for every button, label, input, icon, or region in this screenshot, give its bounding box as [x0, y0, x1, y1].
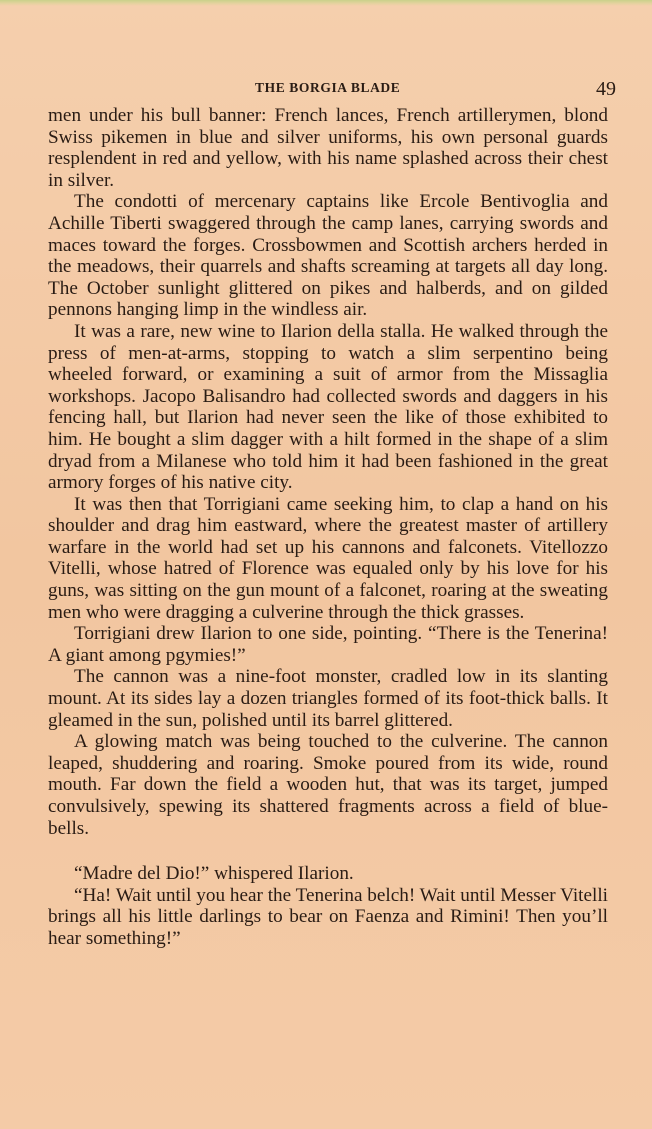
paragraph: A glowing match was being touched to the culverine. The cannon leaped, shuddering and roaring. Smoke poured from its wide, round mouth. Far down the field a wooden hut, that was its target, jumped convulsively, spewing its shattered fragments across a field of blue-bells.	[48, 731, 608, 839]
paragraph: “Ha! Wait until you hear the Tenerina belch! Wait until Messer Vitelli brings all his little darlings to bear on Faenza and Rimini! Then you’ll hear something!”	[48, 884, 608, 949]
paragraph: men under his bull banner: French lances, French artillerymen, blond Swiss pikemen in blue and silver uniforms, his own personal guards resplendent in red and yellow, with his name splashed across their chest in silver.	[48, 105, 608, 191]
paragraph: It was a rare, new wine to Ilarion della stalla. He walked through the press of men-at-arms, stopping to watch a slim serpentino being wheeled forward, or examining a suit of armor from the Missaglia workshops. Jacopo Balisandro had collected swords and daggers in his fencing hall, but Ilarion had never seen the like of those exhibited to him. He bought a slim dagger with a hilt formed in the shape of a slim dryad from a Milanese who told him it had been fashioned in the great armory forges of his native city.	[48, 320, 608, 494]
paragraph: It was then that Torrigiani came seeking him, to clap a hand on his shoulder and drag him eastward, where the greatest master of artillery warfare in the world had set up his cannons and falconets. Vitellozzo Vitelli, whose hatred of Florence was equaled only by his love for his guns, was sitting on the gun mount of a falconet, roaring at the sweating men who were dragging a culverine through the thick grasses.	[48, 493, 608, 623]
page-number: 49	[596, 78, 616, 100]
page-top-edge	[0, 0, 652, 6]
page-header	[48, 78, 620, 102]
paragraph: The cannon was a nine-foot monster, cradled low in its slanting mount. At its sides lay a dozen triangles formed of its foot-thick balls. It gleamed in the sun, polished until its barrel glittered.	[48, 666, 608, 731]
paragraph: The condotti of mercenary captains like Ercole Bentivoglia and Achille Tiberti swaggered through the camp lanes, carrying swords and maces toward the forges. Crossbowmen and Scottish archers herded in the meadows, their quarrels and shafts screaming at targets all day long. The October sunlight glittered on pikes and halberds, and on gilded pennons hanging limp in the windless air.	[48, 191, 608, 321]
running-head: THE BORGIA BLADE	[255, 80, 401, 95]
paragraph: Torrigiani drew Ilarion to one side, pointing. “There is the Tenerina! A giant among pgymies!”	[48, 623, 608, 666]
paragraph: “Madre del Dio!” whispered Ilarion.	[74, 863, 354, 885]
body-text	[48, 105, 608, 950]
